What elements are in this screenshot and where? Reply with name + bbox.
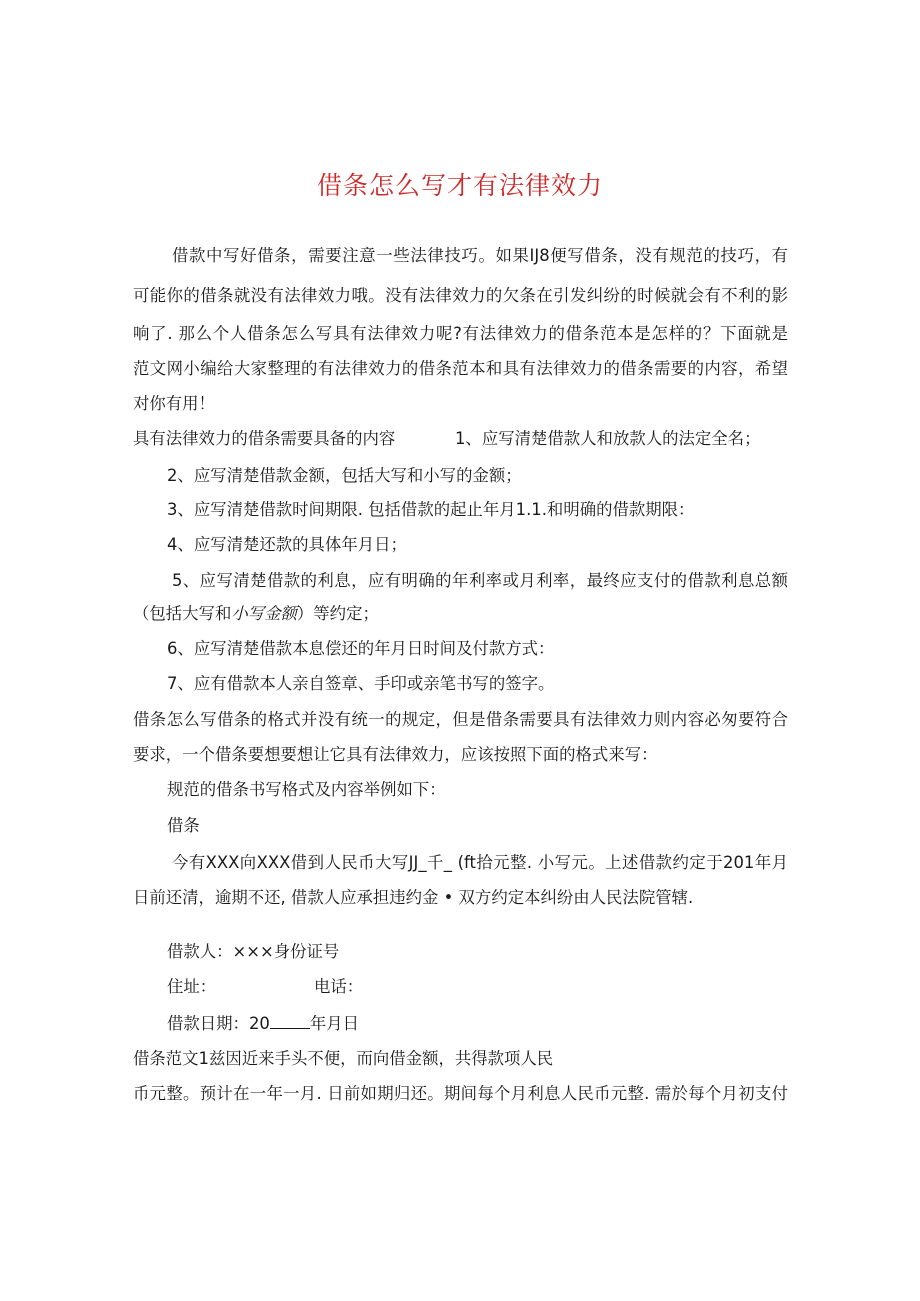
example-title: 借条 [167,816,200,835]
format-line-2: 要求，一个借条要想要想让它具有法律效力，应该按照下面的格式来写： [133,745,658,764]
example-body-line-1: 今有XXX向XXX借到人民币大写JJ_千_ (ft拾元整. 小写元。上述借款约定于201年月 [172,853,788,872]
requirement-item: 5、应写清楚借款的利息，应有明确的年利率或月利率，最终应支付的借款利息总额 [172,571,788,590]
intro-line-4: 范文网小编给大家整理的有法律效力的借条范本和具有法律效力的借条需要的内容，希望 [133,359,788,378]
intro-line-2: 可能你的借条就没有法律效力哦。没有法律效力的欠条在引发纠纷的时候就会有不利的影 [133,286,788,305]
requirement-cont-text: （包括大写和 [133,604,232,623]
example-intro: 规范的借条书写格式及内容举例如下： [167,780,446,799]
requirement-cont-italic: 小写金额 [231,604,297,623]
sample-line-2: 币元整。预计在一年一月. 日前如期归还。期间每个月利息人民币元整. 需於每个月初支付 [133,1084,788,1103]
requirement-item-continuation [133,603,379,625]
document-title: 借条怎么写才有法律效力 [316,171,603,200]
phone-label: 电话： [314,977,364,996]
requirement-item: 6、应写清楚借款本息偿还的年月日时间及付款方式： [167,639,555,658]
date-blank-underline [270,1012,310,1029]
requirement-item: 3、应写清楚借款时间期限. 包括借款的起止年月1.1.和明确的借款期限： [167,500,695,519]
requirement-item: 4、应写清楚还款的具体年月日； [167,535,407,554]
loan-date-suffix: 年月日 [309,1014,359,1033]
requirement-item: 1、应写清楚借款人和放款人的法定全名； [455,429,761,448]
address-label: 住址： [167,977,217,996]
requirement-item: 7、应有借款本人亲自签章、手印或亲笔书写的签字。 [167,674,555,693]
format-line-1: 借条怎么写借条的格式并没有统一的规定，但是借条需要具有法律效力则内容必匆要符合 [133,710,788,729]
sample-line-1: 借条范文1兹因近来手头不便，而向借金额，共得款项人民 [133,1049,554,1068]
borrower-line: 借款人：×××身份证号 [167,942,340,961]
loan-date-prefix: 借款日期：20 [167,1014,270,1033]
intro-line-5: 对你有用！ [133,394,215,413]
intro-line-3: 响了. 那么个人借条怎么写具有法律效力呢?有法律效力的借条范本是怎样的？下面就是 [133,324,788,343]
loan-date-line [167,1012,359,1035]
requirement-item: 2、应写清楚借款金额，包括大写和小写的金额； [167,466,522,485]
requirements-heading: 具有法律效力的借条需要具备的内容 [133,429,396,448]
example-body-line-2: 日前还清，逾期不还, 借款人应承担违约金 • 双方约定本纠纷由人民法院管辖. [133,888,694,907]
intro-line-1: 借款中写好借条，需要注意一些法律技巧。如果IJ8便写借条，没有规范的技巧，有 [172,246,788,265]
requirement-cont-text: ）等约定； [296,604,379,623]
